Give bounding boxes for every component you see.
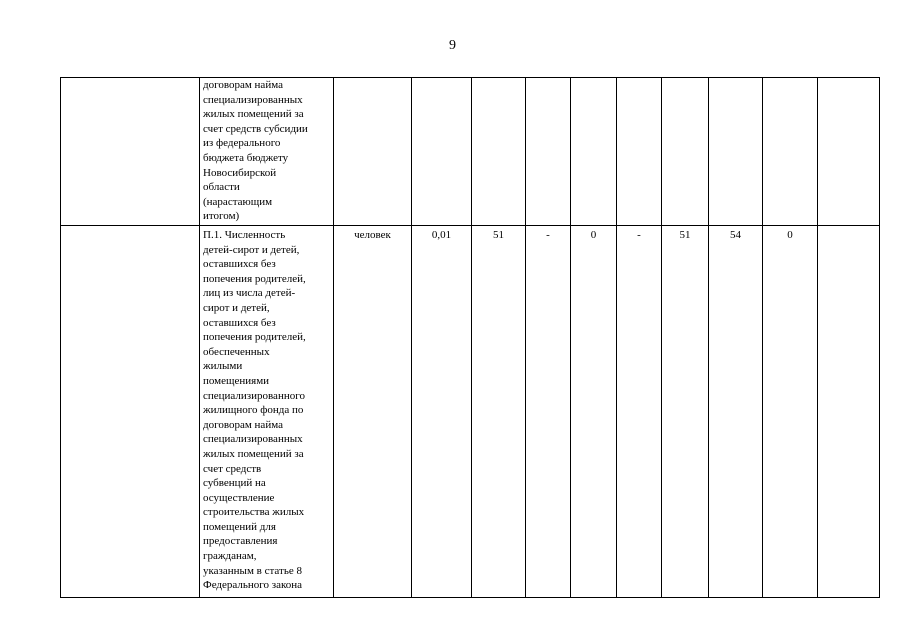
description-line: (нарастающим: [203, 195, 273, 208]
table-body: [61, 78, 880, 598]
description-line: счет средств: [203, 462, 262, 475]
description-line: оставшихся без: [203, 258, 276, 271]
description-line: указанным в статье 8: [203, 564, 302, 577]
value-cell: -: [617, 226, 662, 598]
value-cell: [662, 78, 709, 226]
table-row: [61, 78, 880, 226]
value-cell: [472, 78, 526, 226]
description-line: сирот и детей,: [203, 301, 270, 314]
value-cell: [818, 78, 880, 226]
unit-cell: человек: [334, 226, 412, 598]
value-cell: [571, 78, 617, 226]
description-line: жилых помещений за: [203, 447, 304, 460]
description-line: специализированных: [203, 93, 303, 106]
description-line: предоставления: [203, 535, 278, 548]
description-line: жилищного фонда по: [203, 404, 304, 417]
description-line: специализированных: [203, 433, 303, 446]
description-line: помещений для: [203, 520, 276, 533]
unit-cell: [334, 78, 412, 226]
value-cell: [763, 78, 818, 226]
indicators-table: [60, 77, 880, 598]
blank-cell: [61, 226, 200, 598]
description-line: субвенций на: [203, 477, 266, 490]
description-line: строительства жилых: [203, 506, 305, 519]
indicator-description-cell: [200, 226, 334, 598]
value-cell: [526, 78, 571, 226]
description-line: счет средств субсидии: [203, 122, 308, 135]
indicator-description-cell: [200, 78, 334, 226]
description-line: помещениями: [203, 374, 270, 387]
description-line: оставшихся без: [203, 316, 276, 329]
value-cell: 0: [571, 226, 617, 598]
value-cell: 54: [709, 226, 763, 598]
description-line: П.1. Численность: [203, 229, 286, 241]
description-line: лиц из числа детей-: [203, 287, 296, 300]
description-line: договорам найма: [203, 418, 283, 431]
description-line: Федерального закона: [203, 579, 303, 592]
description-line: области: [203, 181, 240, 194]
description-line: договорам найма: [203, 79, 283, 91]
description-line: жилыми: [203, 360, 243, 373]
description-line: обеспеченных: [203, 345, 270, 358]
blank-cell: [61, 78, 200, 226]
value-cell: -: [526, 226, 571, 598]
description-line: жилых помещений за: [203, 108, 304, 121]
value-cell: 0: [763, 226, 818, 598]
value-cell: 0,01: [412, 226, 472, 598]
page-number: 9: [449, 38, 456, 53]
description-line: попечения родителей,: [203, 331, 306, 344]
description-line: специализированного: [203, 389, 305, 402]
description-line: бюджета бюджету: [203, 151, 289, 164]
value-cell: 51: [472, 226, 526, 598]
description-line: осуществление: [203, 491, 275, 504]
description-line: итогом): [203, 210, 240, 223]
description-line: Новосибирской: [203, 166, 277, 179]
description-line: детей-сирот и детей,: [203, 243, 300, 256]
value-cell: 51: [662, 226, 709, 598]
description-line: попечения родителей,: [203, 272, 306, 285]
table-row: [61, 226, 880, 598]
description-line: из федерального: [203, 137, 281, 150]
value-cell: [709, 78, 763, 226]
value-cell: [818, 226, 880, 598]
value-cell: [617, 78, 662, 226]
value-cell: [412, 78, 472, 226]
description-line: гражданам,: [203, 550, 257, 563]
